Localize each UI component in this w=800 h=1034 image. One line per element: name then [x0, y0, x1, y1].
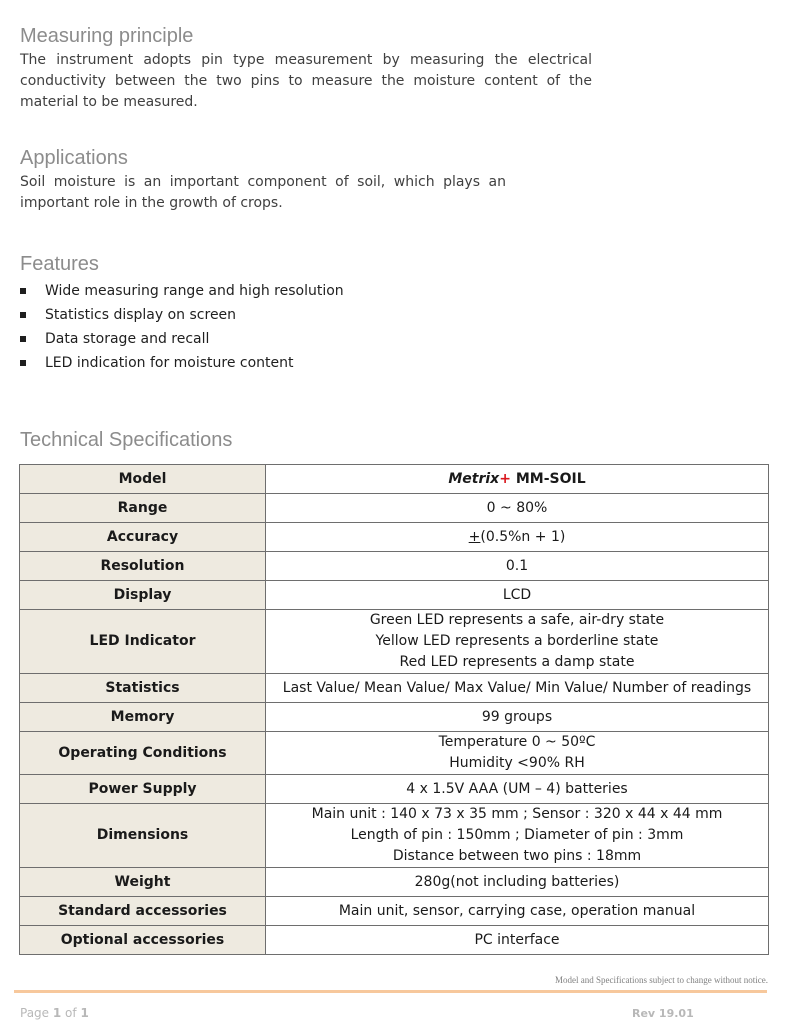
brand-plus: + [499, 470, 511, 487]
table-row [20, 703, 769, 732]
feature-item: Statistics display on screen [20, 303, 344, 327]
features-heading: Features [20, 253, 99, 275]
bullet-icon [20, 360, 26, 366]
table-row [20, 804, 769, 868]
table-row [20, 732, 769, 775]
feature-item: Data storage and recall [20, 327, 344, 351]
spec-label: Accuracy [20, 523, 266, 552]
table-row [20, 610, 769, 674]
brand-name: Metrix [448, 470, 500, 487]
spec-value: Main unit : 140 x 73 x 35 mm ; Sensor : 320 x 44 x 44 mm Length of pin : 150mm ; Diameter of pin : 3mm Distance between two pins : 18mm [266, 804, 769, 868]
table-row [20, 552, 769, 581]
specifications-table [19, 464, 769, 955]
spec-value [266, 465, 769, 494]
model-name: MM-SOIL [510, 470, 586, 487]
measuring-principle-text: The instrument adopts pin type measurement by measuring the electrical conductivity between the two pins to measure the moisture content of the material to be measured. [20, 52, 592, 110]
spec-label: Dimensions [20, 804, 266, 868]
spec-label: Resolution [20, 552, 266, 581]
plus-minus-sign: + [468, 528, 481, 545]
spec-label: Weight [20, 868, 266, 897]
spec-value: 0 ~ 80% [266, 494, 769, 523]
footer-divider [14, 990, 767, 993]
measuring-principle-heading: Measuring principle [20, 25, 194, 47]
spec-label: Model [20, 465, 266, 494]
spec-value: Green LED represents a safe, air-dry state Yellow LED represents a borderline state Red LED represents a damp state [266, 610, 769, 674]
table-row [20, 581, 769, 610]
footer-notice: Model and Specifications subject to change without notice. [555, 975, 768, 985]
feature-item: Wide measuring range and high resolution [20, 279, 344, 303]
table-row [20, 775, 769, 804]
spec-value: Last Value/ Mean Value/ Max Value/ Min Value/ Number of readings [266, 674, 769, 703]
applications-text: Soil moisture is an important component of soil, which plays an important role in the growth of crops. [20, 174, 506, 211]
page-number: Page 1 of 1 [20, 1006, 89, 1020]
spec-value: Temperature 0 ~ 50ºC Humidity <90% RH [266, 732, 769, 775]
spec-label: Standard accessories [20, 897, 266, 926]
bullet-icon [20, 336, 26, 342]
bullet-icon [20, 312, 26, 318]
table-row [20, 523, 769, 552]
spec-label: Range [20, 494, 266, 523]
features-list [20, 279, 344, 375]
table-row [20, 868, 769, 897]
spec-label: Power Supply [20, 775, 266, 804]
spec-value: 4 x 1.5V AAA (UM – 4) batteries [266, 775, 769, 804]
bullet-icon [20, 288, 26, 294]
spec-value: 280g(not including batteries) [266, 868, 769, 897]
spec-label: Statistics [20, 674, 266, 703]
spec-label: Memory [20, 703, 266, 732]
spec-label: LED Indicator [20, 610, 266, 674]
spec-value: 99 groups [266, 703, 769, 732]
applications-heading: Applications [20, 147, 128, 169]
table-row [20, 926, 769, 955]
spec-value: Main unit, sensor, carrying case, operation manual [266, 897, 769, 926]
feature-item: LED indication for moisture content [20, 351, 344, 375]
revision-label: Rev 19.01 [632, 1007, 694, 1020]
table-row [20, 897, 769, 926]
spec-label: Optional accessories [20, 926, 266, 955]
spec-value: LCD [266, 581, 769, 610]
table-row [20, 465, 769, 494]
technical-specifications-heading: Technical Specifications [20, 429, 233, 451]
spec-label: Operating Conditions [20, 732, 266, 775]
spec-value: PC interface [266, 926, 769, 955]
spec-value: 0.1 [266, 552, 769, 581]
spec-value: +(0.5%n + 1) [266, 523, 769, 552]
spec-label: Display [20, 581, 266, 610]
table-row [20, 674, 769, 703]
table-row [20, 494, 769, 523]
